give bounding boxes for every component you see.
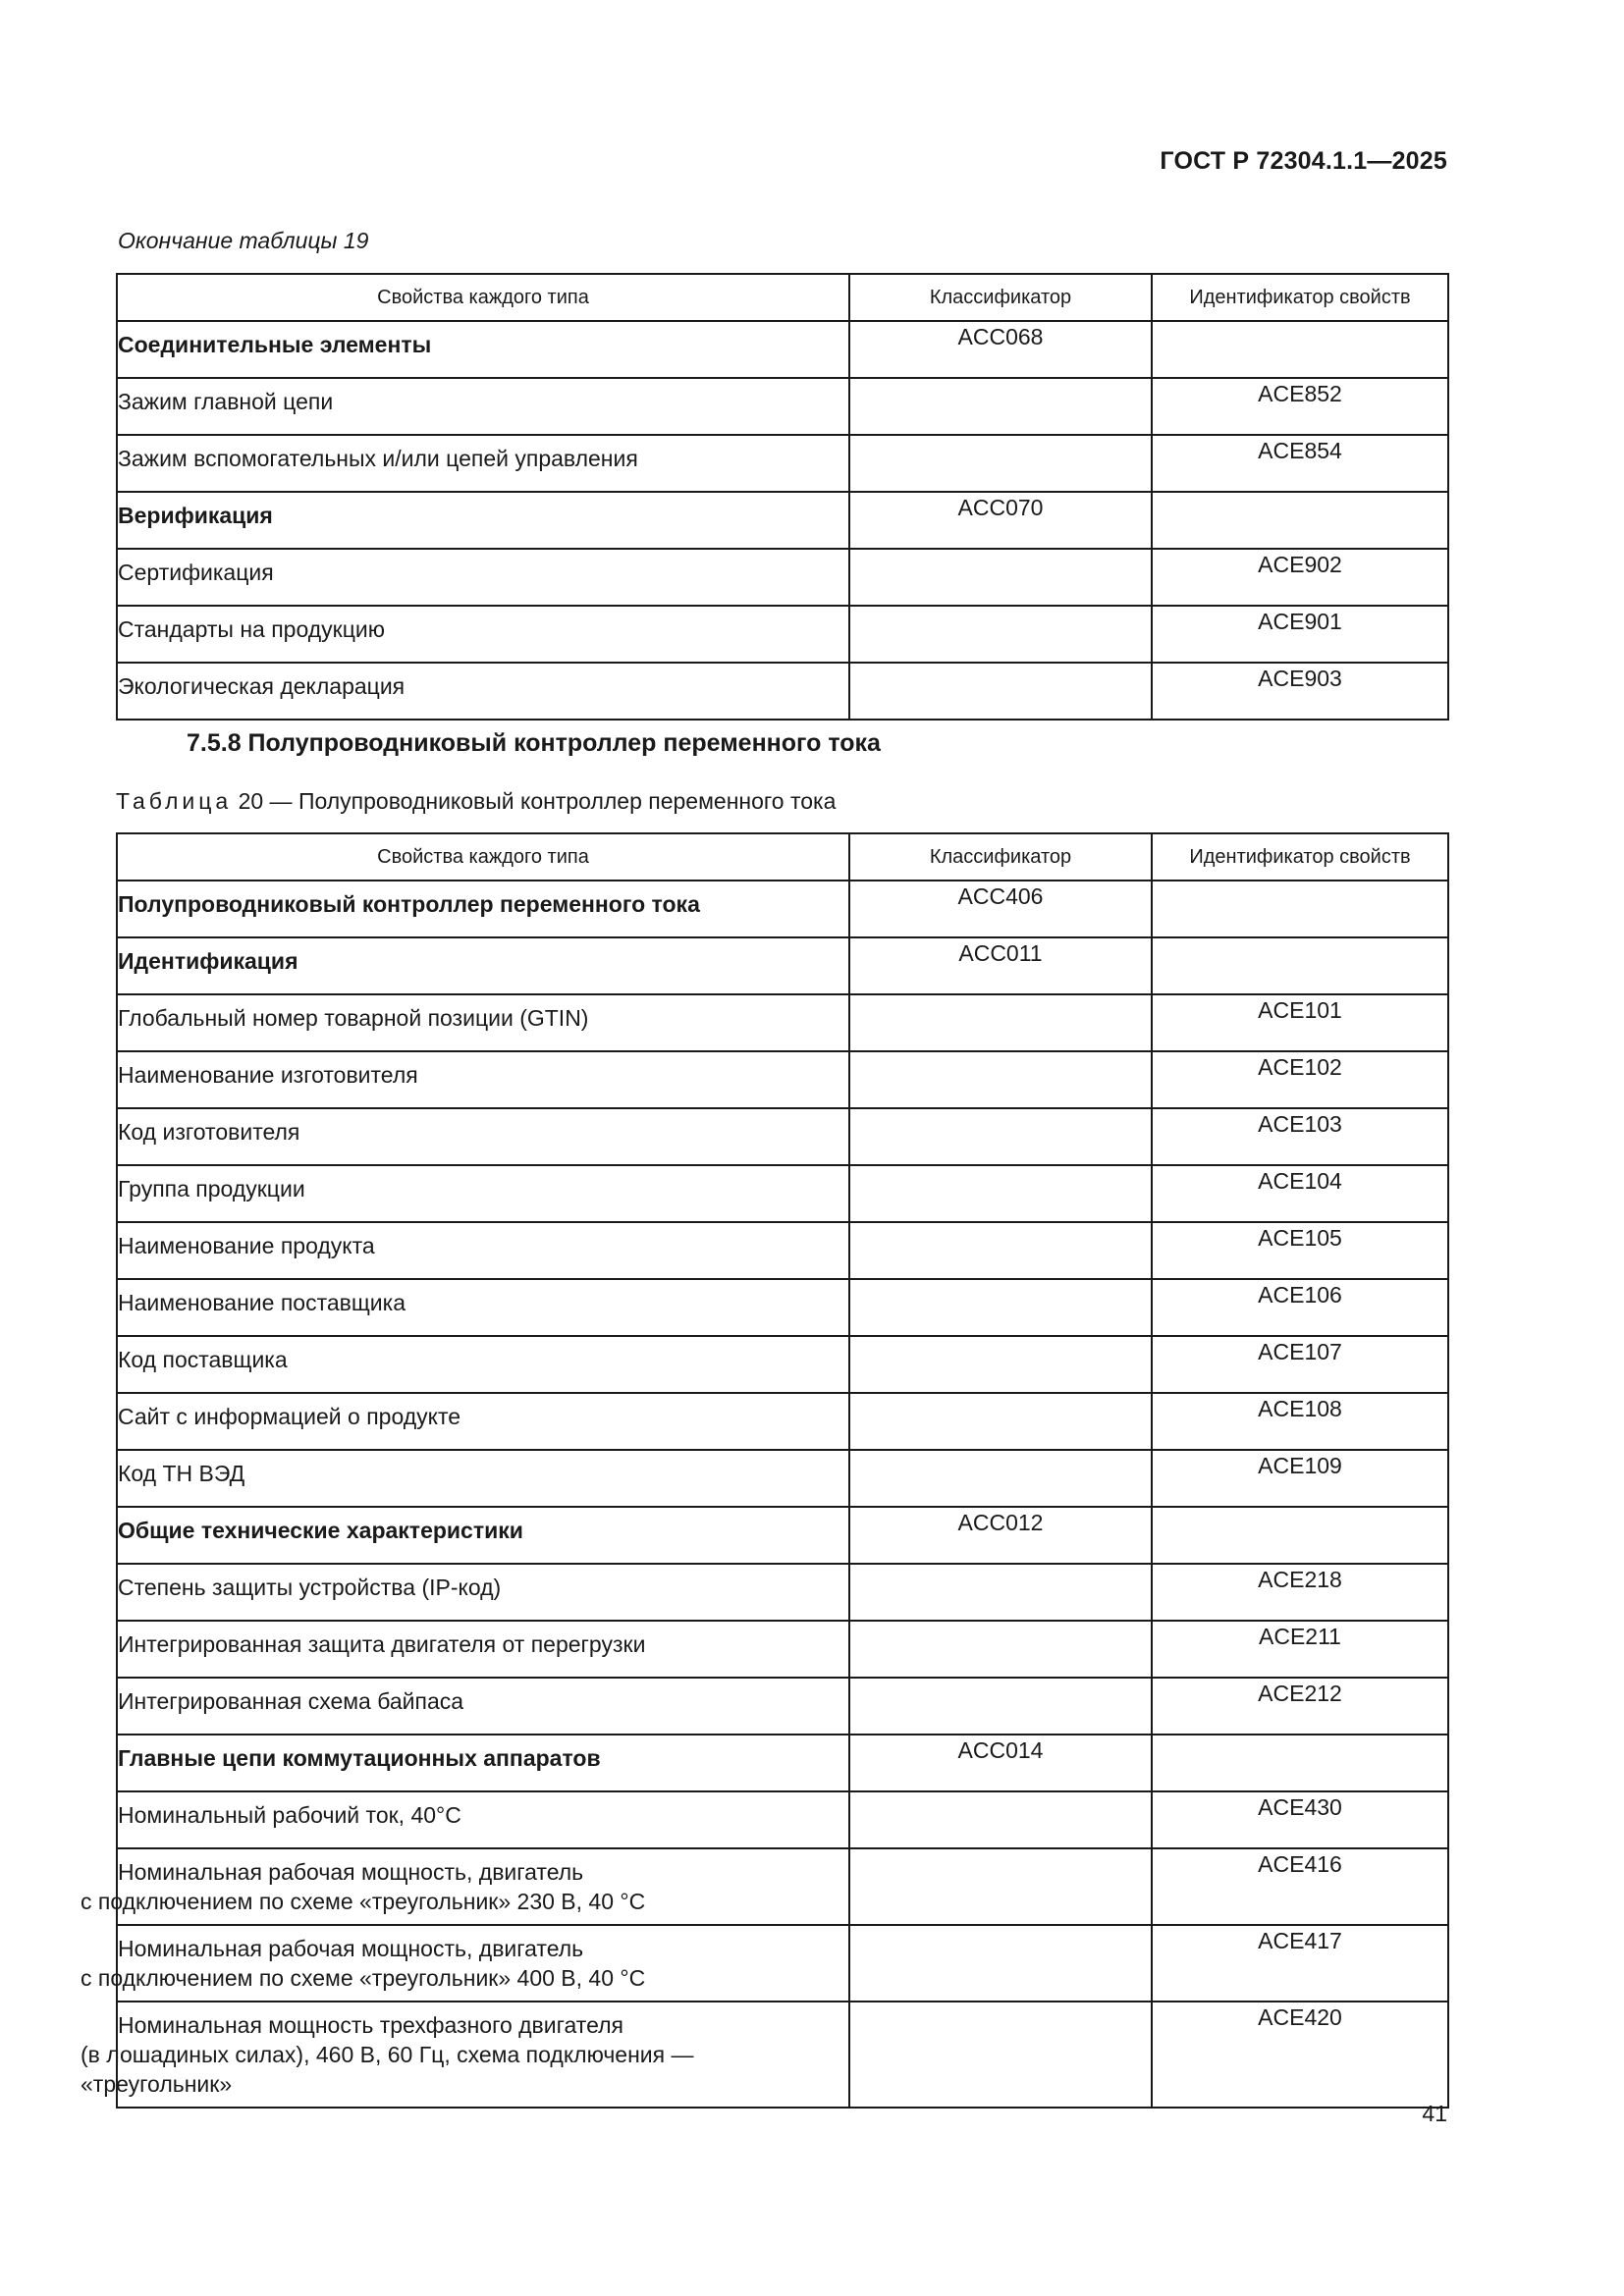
property-name-cell <box>117 1393 849 1450</box>
classifier-cell <box>849 2002 1152 2108</box>
classifier-cell <box>849 1279 1152 1336</box>
column-header-classifier: Классификатор <box>849 833 1152 881</box>
property-id-cell: ACE106 <box>1152 1279 1448 1336</box>
property-id-cell: ACE212 <box>1152 1678 1448 1735</box>
property-id-cell: ACE211 <box>1152 1621 1448 1678</box>
section-heading: 7.5.8 Полупроводниковый контроллер переменного тока <box>187 729 881 757</box>
classifier-cell: ACC406 <box>849 881 1152 937</box>
column-header-property-id: Идентификатор свойств <box>1152 833 1448 881</box>
property-name: Группа продукции <box>118 1176 305 1201</box>
property-name-cell <box>117 1564 849 1621</box>
property-name: Верификация <box>118 503 273 528</box>
property-name: Стандарты на продукцию <box>118 616 386 642</box>
table-row <box>117 1507 1448 1564</box>
classifier-cell <box>849 1222 1152 1279</box>
table-19 <box>116 273 1449 721</box>
classifier-cell <box>849 1108 1152 1165</box>
table-row <box>117 321 1448 378</box>
table-row <box>117 2002 1448 2108</box>
property-id-cell <box>1152 1507 1448 1564</box>
classifier-cell <box>849 1051 1152 1108</box>
classifier-cell <box>849 1925 1152 2002</box>
table-row <box>117 1791 1448 1848</box>
table-row <box>117 1051 1448 1108</box>
property-name-cell <box>117 1735 849 1791</box>
property-name: Интегрированная защита двигателя от перегрузки <box>118 1631 646 1657</box>
property-name-cell <box>117 321 849 378</box>
classifier-cell: ACC014 <box>849 1735 1152 1791</box>
page-number: 41 <box>1422 2101 1447 2126</box>
property-name-continuation: (в лошадиных силах), 460 В, 60 Гц, схема подключения — <box>81 2042 694 2067</box>
table-row <box>117 1678 1448 1735</box>
property-id-cell <box>1152 937 1448 994</box>
document-code: ГОСТ Р 72304.1.1—2025 <box>1160 147 1447 175</box>
property-name-cell <box>117 1222 849 1279</box>
property-name: Код ТН ВЭД <box>118 1461 245 1486</box>
property-id-cell: ACE852 <box>1152 378 1448 435</box>
property-name-cell <box>117 1678 849 1735</box>
classifier-cell <box>849 549 1152 606</box>
table-row <box>117 1165 1448 1222</box>
table-row <box>117 1336 1448 1393</box>
classifier-cell: ACC011 <box>849 937 1152 994</box>
table-caption-text: 20 — Полупроводниковый контроллер переменного тока <box>232 788 837 814</box>
property-name: Код изготовителя <box>118 1119 300 1145</box>
property-name: Главные цепи коммутационных аппаратов <box>118 1745 601 1771</box>
table-row <box>117 1108 1448 1165</box>
property-id-cell <box>1152 881 1448 937</box>
table-row <box>117 1925 1448 2002</box>
table-row <box>117 435 1448 492</box>
property-name-cell <box>117 492 849 549</box>
property-name: Наименование изготовителя <box>118 1062 418 1088</box>
property-name-cell <box>81 2002 849 2108</box>
table-header-row <box>117 833 1448 881</box>
property-id-cell: ACE420 <box>1152 2002 1448 2108</box>
property-id-cell: ACE104 <box>1152 1165 1448 1222</box>
property-name-cell <box>117 994 849 1051</box>
table-row <box>117 378 1448 435</box>
classifier-cell <box>849 1621 1152 1678</box>
classifier-cell: ACC068 <box>849 321 1152 378</box>
classifier-cell <box>849 1848 1152 1925</box>
property-id-cell: ACE105 <box>1152 1222 1448 1279</box>
table-continuation-label: Окончание таблицы 19 <box>118 228 369 253</box>
property-id-cell: ACE430 <box>1152 1791 1448 1848</box>
property-name: Полупроводниковый контроллер переменного тока <box>118 891 700 917</box>
table-caption-label: Таблица <box>116 788 233 814</box>
property-id-cell <box>1152 321 1448 378</box>
property-id-cell: ACE416 <box>1152 1848 1448 1925</box>
property-id-cell: ACE854 <box>1152 435 1448 492</box>
classifier-cell <box>849 994 1152 1051</box>
classifier-cell <box>849 663 1152 720</box>
property-id-cell: ACE102 <box>1152 1051 1448 1108</box>
table-row <box>117 1848 1448 1925</box>
property-name-continuation: «треугольник» <box>81 2071 233 2097</box>
classifier-cell <box>849 1791 1152 1848</box>
property-id-cell: ACE417 <box>1152 1925 1448 2002</box>
table-19-body <box>117 321 1448 720</box>
table-20-body <box>81 881 1448 2108</box>
table-row <box>117 663 1448 720</box>
property-name: Наименование продукта <box>118 1233 375 1258</box>
property-name: Общие технические характеристики <box>118 1518 523 1543</box>
property-id-cell: ACE107 <box>1152 1336 1448 1393</box>
property-name-cell <box>117 1621 849 1678</box>
property-name-continuation: с подключением по схеме «треугольник» 400 В, 40 °C <box>81 1965 646 1991</box>
property-name-cell <box>117 378 849 435</box>
classifier-cell <box>849 1165 1152 1222</box>
property-name: Сертификация <box>118 560 274 585</box>
property-id-cell: ACE108 <box>1152 1393 1448 1450</box>
property-id-cell: ACE101 <box>1152 994 1448 1051</box>
property-name-cell <box>117 881 849 937</box>
property-name: Номинальная мощность трехфазного двигателя <box>118 2012 623 2038</box>
property-id-cell <box>1152 1735 1448 1791</box>
property-id-cell: ACE109 <box>1152 1450 1448 1507</box>
classifier-cell <box>849 1336 1152 1393</box>
table-header-row <box>117 274 1448 321</box>
classifier-cell: ACC070 <box>849 492 1152 549</box>
property-id-cell: ACE103 <box>1152 1108 1448 1165</box>
property-name-cell <box>117 1279 849 1336</box>
property-id-cell: ACE902 <box>1152 549 1448 606</box>
property-name: Экологическая декларация <box>118 673 406 699</box>
property-name-cell <box>117 1165 849 1222</box>
property-name: Степень защиты устройства (IP-код) <box>118 1575 502 1600</box>
table-row <box>117 1450 1448 1507</box>
table-row <box>117 549 1448 606</box>
property-name-cell <box>81 1925 849 2002</box>
property-name: Соединительные элементы <box>118 332 432 357</box>
property-name-cell <box>117 1336 849 1393</box>
property-name-cell <box>117 1791 849 1848</box>
column-header-properties: Свойства каждого типа <box>117 833 849 881</box>
property-name-cell <box>81 1848 849 1925</box>
table-row <box>117 1621 1448 1678</box>
property-name-cell <box>117 435 849 492</box>
property-name-cell <box>117 1450 849 1507</box>
table-row <box>117 1393 1448 1450</box>
classifier-cell <box>849 1678 1152 1735</box>
property-name: Зажим вспомогательных и/или цепей управления <box>118 446 638 471</box>
table-20 <box>81 832 1449 2109</box>
property-name: Номинальная рабочая мощность, двигатель <box>118 1936 584 1961</box>
table-row <box>117 881 1448 937</box>
table-row <box>117 1735 1448 1791</box>
column-header-property-id: Идентификатор свойств <box>1152 274 1448 321</box>
table-row <box>117 1564 1448 1621</box>
property-id-cell <box>1152 492 1448 549</box>
property-name: Наименование поставщика <box>118 1290 406 1315</box>
property-name-cell <box>117 663 849 720</box>
classifier-cell <box>849 378 1152 435</box>
property-name: Зажим главной цепи <box>118 389 334 414</box>
property-name-cell <box>117 1108 849 1165</box>
classifier-cell <box>849 435 1152 492</box>
classifier-cell: ACC012 <box>849 1507 1152 1564</box>
table-caption <box>116 788 836 815</box>
property-id-cell: ACE218 <box>1152 1564 1448 1621</box>
table-row <box>117 606 1448 663</box>
property-name-cell <box>117 1051 849 1108</box>
classifier-cell <box>849 1564 1152 1621</box>
table-row <box>117 492 1448 549</box>
column-header-properties: Свойства каждого типа <box>117 274 849 321</box>
table-row <box>117 994 1448 1051</box>
property-name: Интегрированная схема байпаса <box>118 1688 464 1714</box>
property-name: Номинальная рабочая мощность, двигатель <box>118 1859 584 1885</box>
property-name-cell <box>117 606 849 663</box>
property-name-cell <box>117 1507 849 1564</box>
classifier-cell <box>849 1450 1152 1507</box>
classifier-cell <box>849 606 1152 663</box>
property-name-cell <box>117 937 849 994</box>
property-name-continuation: с подключением по схеме «треугольник» 230 В, 40 °C <box>81 1889 646 1914</box>
property-name: Номинальный рабочий ток, 40°C <box>118 1802 461 1828</box>
property-name: Глобальный номер товарной позиции (GTIN) <box>118 1005 589 1031</box>
table-row <box>117 1222 1448 1279</box>
classifier-cell <box>849 1393 1152 1450</box>
property-id-cell: ACE903 <box>1152 663 1448 720</box>
property-name: Идентификация <box>118 948 298 974</box>
table-row <box>117 1279 1448 1336</box>
table-row <box>117 937 1448 994</box>
property-name: Сайт с информацией о продукте <box>118 1404 461 1429</box>
property-name: Код поставщика <box>118 1347 288 1372</box>
property-name-cell <box>117 549 849 606</box>
property-id-cell: ACE901 <box>1152 606 1448 663</box>
column-header-classifier: Классификатор <box>849 274 1152 321</box>
